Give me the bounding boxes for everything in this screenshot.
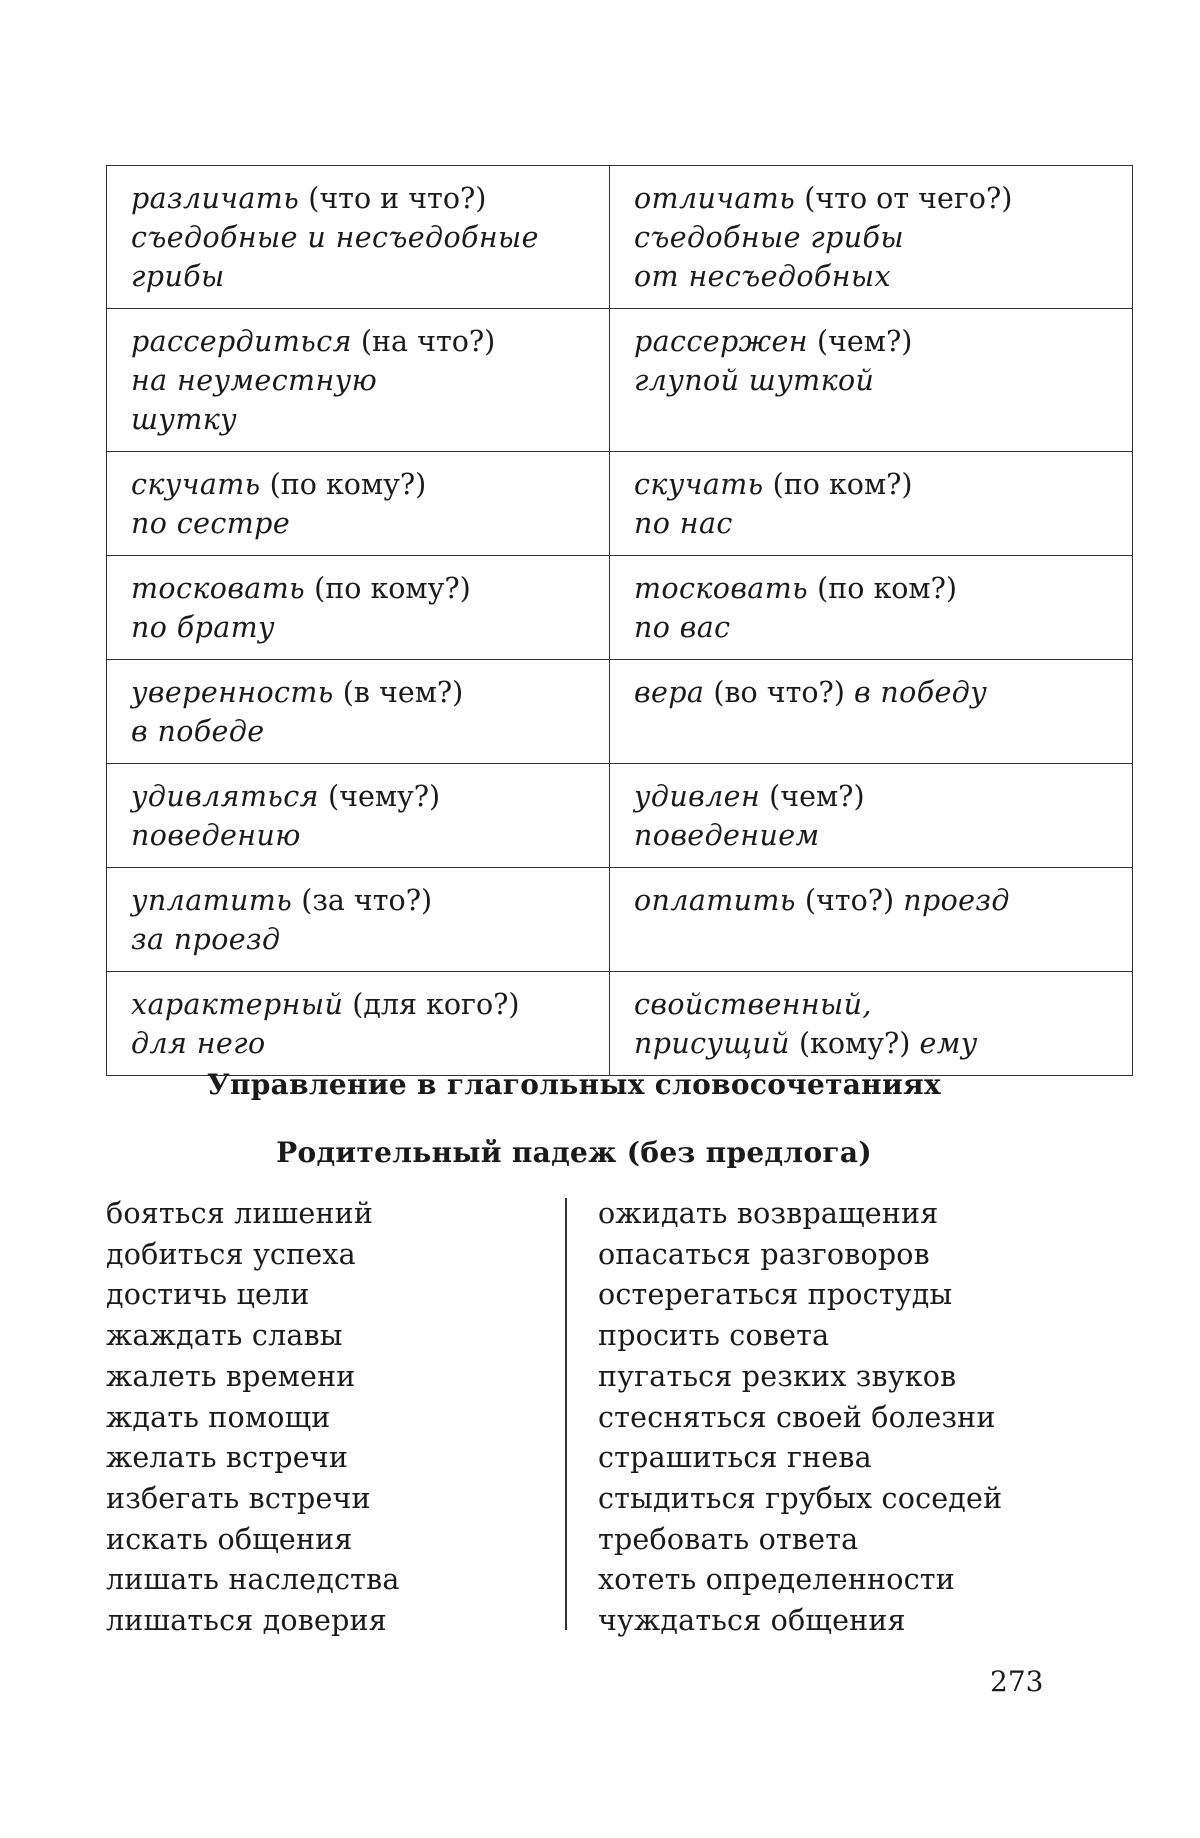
case-question: (в чем?) <box>333 676 464 709</box>
page-number: 273 <box>990 1665 1044 1698</box>
case-question: (во что?) <box>704 676 854 709</box>
case-question: (по кому?) <box>305 572 471 605</box>
example-text: скучать <box>131 468 261 501</box>
example-text: проезд <box>903 884 1010 917</box>
example-text: скучать <box>634 468 764 501</box>
table-cell-right <box>610 309 1133 452</box>
case-question: (по ком?) <box>763 468 913 501</box>
table-cell-right <box>610 166 1133 309</box>
case-question: (по ком?) <box>808 572 957 605</box>
list-item: достичь цели <box>106 1278 310 1312</box>
table-row <box>107 660 1133 764</box>
table-body <box>107 166 1133 1076</box>
case-question: (для кого?) <box>343 988 520 1021</box>
list-item: опасаться разговоров <box>598 1237 930 1271</box>
list-item: желать встречи <box>106 1441 349 1475</box>
table-row <box>107 556 1133 660</box>
list-item: просить совета <box>598 1319 830 1353</box>
table-row <box>107 764 1133 868</box>
list-item: жаждать славы <box>106 1319 343 1353</box>
table-row <box>107 166 1133 309</box>
list-item: стыдиться грубых соседей <box>598 1481 1003 1515</box>
example-text: по нас <box>634 507 733 540</box>
example-text: шутку <box>131 403 238 436</box>
case-question: (на что?) <box>351 325 496 358</box>
example-text: для него <box>131 1027 266 1060</box>
case-question: (что и что?) <box>299 182 487 215</box>
example-text: тосковать <box>131 572 306 605</box>
table-cell-left <box>107 309 610 452</box>
case-question: (что?) <box>795 884 904 917</box>
example-text: уплатить <box>131 884 293 917</box>
subsection-title: Родительный падеж (без предлога) <box>276 1136 872 1169</box>
table-cell-left <box>107 972 610 1076</box>
list-item: стесняться своей болезни <box>598 1400 996 1434</box>
list-item: лишать наследства <box>106 1563 400 1597</box>
list-item: бояться лишений <box>106 1197 374 1230</box>
example-text: поведением <box>634 819 820 852</box>
table-cell-left <box>107 660 610 764</box>
example-text: поведению <box>131 819 301 852</box>
table-cell-left <box>107 452 610 556</box>
table-row <box>107 452 1133 556</box>
example-text: по вас <box>634 611 731 644</box>
example-text: ему <box>919 1027 978 1060</box>
example-text: от несъедобных <box>634 260 891 293</box>
case-question: (что от чего?) <box>795 182 1013 215</box>
verb-list-left <box>106 1194 400 1642</box>
example-text: за проезд <box>131 923 281 956</box>
list-item: избегать встречи <box>106 1481 371 1515</box>
case-question: (за что?) <box>292 884 433 917</box>
example-text: оплатить <box>634 884 796 917</box>
table-row <box>107 972 1133 1076</box>
example-text: присущий <box>634 1027 790 1060</box>
example-text: по сестре <box>131 507 291 540</box>
table-cell-right <box>610 452 1133 556</box>
table-cell-right <box>610 556 1133 660</box>
list-item: искать общения <box>106 1522 353 1556</box>
table-row <box>107 868 1133 972</box>
example-text: характерный <box>131 988 344 1021</box>
table-cell-right <box>610 972 1133 1076</box>
list-item: ожидать возвращения <box>598 1197 939 1230</box>
list-item: добиться успеха <box>106 1237 356 1271</box>
example-text: тосковать <box>634 572 809 605</box>
example-text: по брату <box>131 611 275 644</box>
example-text: на неуместную <box>131 364 378 397</box>
example-text: в победу <box>853 676 988 709</box>
example-text: грибы <box>131 260 225 293</box>
case-question: (по кому?) <box>260 468 427 501</box>
example-text: съедобные грибы <box>634 221 904 254</box>
example-text: отличать <box>634 182 796 215</box>
example-text: различать <box>131 182 300 215</box>
list-item: остерегаться простуды <box>598 1278 953 1312</box>
table-cell-left <box>107 868 610 972</box>
example-text: вера <box>634 676 705 709</box>
example-text: удивлен <box>634 780 761 813</box>
example-text: съедобные и несъедобные <box>131 221 539 254</box>
table-cell-right <box>610 868 1133 972</box>
table-cell-right <box>610 764 1133 868</box>
example-text: глупой шуткой <box>634 364 875 397</box>
list-item: жалеть времени <box>106 1359 356 1393</box>
list-item: страшиться гнева <box>598 1441 872 1475</box>
example-text: рассердиться <box>131 325 352 358</box>
list-item: хотеть определенности <box>598 1563 955 1597</box>
case-question: (чему?) <box>318 780 441 813</box>
list-item: ждать помощи <box>106 1400 331 1434</box>
table-row <box>107 309 1133 452</box>
list-item: требовать ответа <box>598 1522 859 1556</box>
example-text: удивляться <box>131 780 319 813</box>
list-item: чуждаться общения <box>598 1604 906 1638</box>
table-cell-left <box>107 166 610 309</box>
verb-list-right <box>598 1194 1002 1642</box>
case-question: (чем?) <box>760 780 865 813</box>
table-cell-left <box>107 556 610 660</box>
case-question: (кому?) <box>789 1027 920 1060</box>
example-text: уверенность <box>131 676 334 709</box>
example-text: в победе <box>131 715 265 748</box>
case-question: (чем?) <box>807 325 913 358</box>
table-cell-left <box>107 764 610 868</box>
section-title: Управление в глагольных словосочетаниях <box>206 1068 942 1101</box>
list-item: пугаться резких звуков <box>598 1359 957 1393</box>
table-cell-right <box>610 660 1133 764</box>
column-divider <box>565 1198 567 1630</box>
government-pairs-table <box>106 165 1133 1076</box>
list-item: лишаться доверия <box>106 1604 387 1638</box>
example-text: свойственный, <box>634 988 872 1021</box>
example-text: рассержен <box>634 325 808 358</box>
